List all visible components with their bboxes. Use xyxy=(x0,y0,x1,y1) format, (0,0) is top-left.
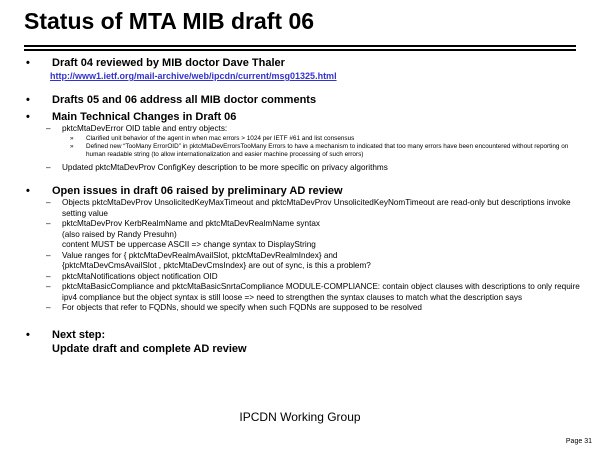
bullet-dot: • xyxy=(26,185,30,198)
list-item xyxy=(24,282,580,303)
list-item xyxy=(24,135,580,143)
list-item-subtext: {pktcMtaDevCmsAvailSlot , pktcMtaDevCmsIndex} are out of sync, is this a problem? xyxy=(62,261,371,271)
bullet-dash: – xyxy=(46,250,51,260)
page-number xyxy=(566,438,592,445)
list-item-label: Clarified unit behavior of the agent in when mac errors > 1024 per IETF #61 and list consensus xyxy=(86,134,355,142)
bullet-dot: • xyxy=(26,94,30,106)
slide-body xyxy=(24,56,580,356)
bullet-chevron: » xyxy=(70,142,74,150)
list-item xyxy=(24,303,580,314)
list-item-subtext: (also raised by Randy Presuhn) xyxy=(62,229,177,239)
list-item-label: Next step: xyxy=(52,328,106,341)
bullet-dash: – xyxy=(46,124,51,133)
list-item xyxy=(24,56,580,70)
slide-footer: IPCDN Working Group xyxy=(239,410,361,424)
list-item-label: pktcMtaNotifications object notification OID xyxy=(62,271,218,281)
bullet-dot: • xyxy=(26,328,30,341)
list-item xyxy=(24,272,580,283)
bullet-dash: – xyxy=(46,198,51,208)
list-item xyxy=(24,110,580,124)
list-item-label: pktcMtaDevError OID table and entry objects: xyxy=(62,124,228,133)
list-item-label: Objects pktcMtaDevProv UnsolicitedKeyMaxTimeout and pktcMtaDevProv UnsolicitedKeyNomTimeout are read-only but descriptions invoke setting value xyxy=(62,198,571,218)
list-item xyxy=(24,328,580,342)
bullet-dash: – xyxy=(46,282,51,292)
bullet-dot: • xyxy=(26,111,30,123)
list-item xyxy=(24,143,580,160)
bullet-dash: – xyxy=(46,271,51,281)
bullet-dot: • xyxy=(26,57,30,69)
list-item-label: For objects that refer to FQDNs, should we specify when such FQDNs are supposed to be resolved xyxy=(62,303,422,313)
list-item xyxy=(24,93,580,107)
list-item-label: Defined new “TooMany ErrorOID” in pktcMtaDevErrorsTooMany Errors to have a mechanism to indicated that too many errors have been encountered without reporting on human readable string (to allow internationalization and easier machine processing of such errors) xyxy=(86,142,569,159)
bullet-dash: – xyxy=(46,219,51,229)
list-item xyxy=(24,219,580,230)
list-item-label: Updated pktcMtaDevProv ConfigKey description to be more specific on privacy algorithms xyxy=(62,162,388,172)
list-item-label: Draft 04 reviewed by MIB doctor Dave Thaler xyxy=(52,57,285,69)
bullet-dash: – xyxy=(46,162,51,172)
list-item xyxy=(24,163,580,174)
mail-archive-link[interactable]: http://www1.ietf.org/mail-archive/web/ipcdn/current/msg01325.html xyxy=(50,71,337,81)
list-item xyxy=(24,124,580,135)
list-item-label: pktcMtaDevProv KerbRealmName and pktcMtaDevRealmName syntax xyxy=(62,219,320,229)
page-number-value: 31 xyxy=(584,438,592,445)
bullet-dash: – xyxy=(46,303,51,313)
list-item-label: Main Technical Changes in Draft 06 xyxy=(52,111,237,123)
list-item xyxy=(24,251,580,262)
list-item-subtext: content MUST be uppercase ASCII => change syntax to DisplayString xyxy=(62,240,316,250)
list-item-label: Drafts 05 and 06 address all MIB doctor comments xyxy=(52,94,317,106)
page-title: Status of MTA MIB draft 06 xyxy=(24,8,315,34)
list-item xyxy=(24,198,580,219)
list-item-label: Open issues in draft 06 raised by preliminary AD review xyxy=(52,185,343,198)
list-item xyxy=(24,342,580,356)
list-item-label: Update draft and complete AD review xyxy=(52,342,247,355)
list-item-label: Value ranges for { pktcMtaDevRealmAvailSlot, pktcMtaDevRealmIndex} and xyxy=(62,250,338,260)
list-item xyxy=(24,184,580,198)
list-item-label: pktcMtaBasicCompliance and pktcMtaBasicSnrtaCompliance MODULE-COMPLIANCE: contain object clauses with descriptions to only require ipv4 compliance but the object syntax is still loose => need to strengthen the syntax clauses to match what the description says xyxy=(62,282,580,302)
page-number-label: Page xyxy=(565,438,583,445)
title-divider xyxy=(24,45,576,51)
bullet-chevron: » xyxy=(70,134,74,142)
